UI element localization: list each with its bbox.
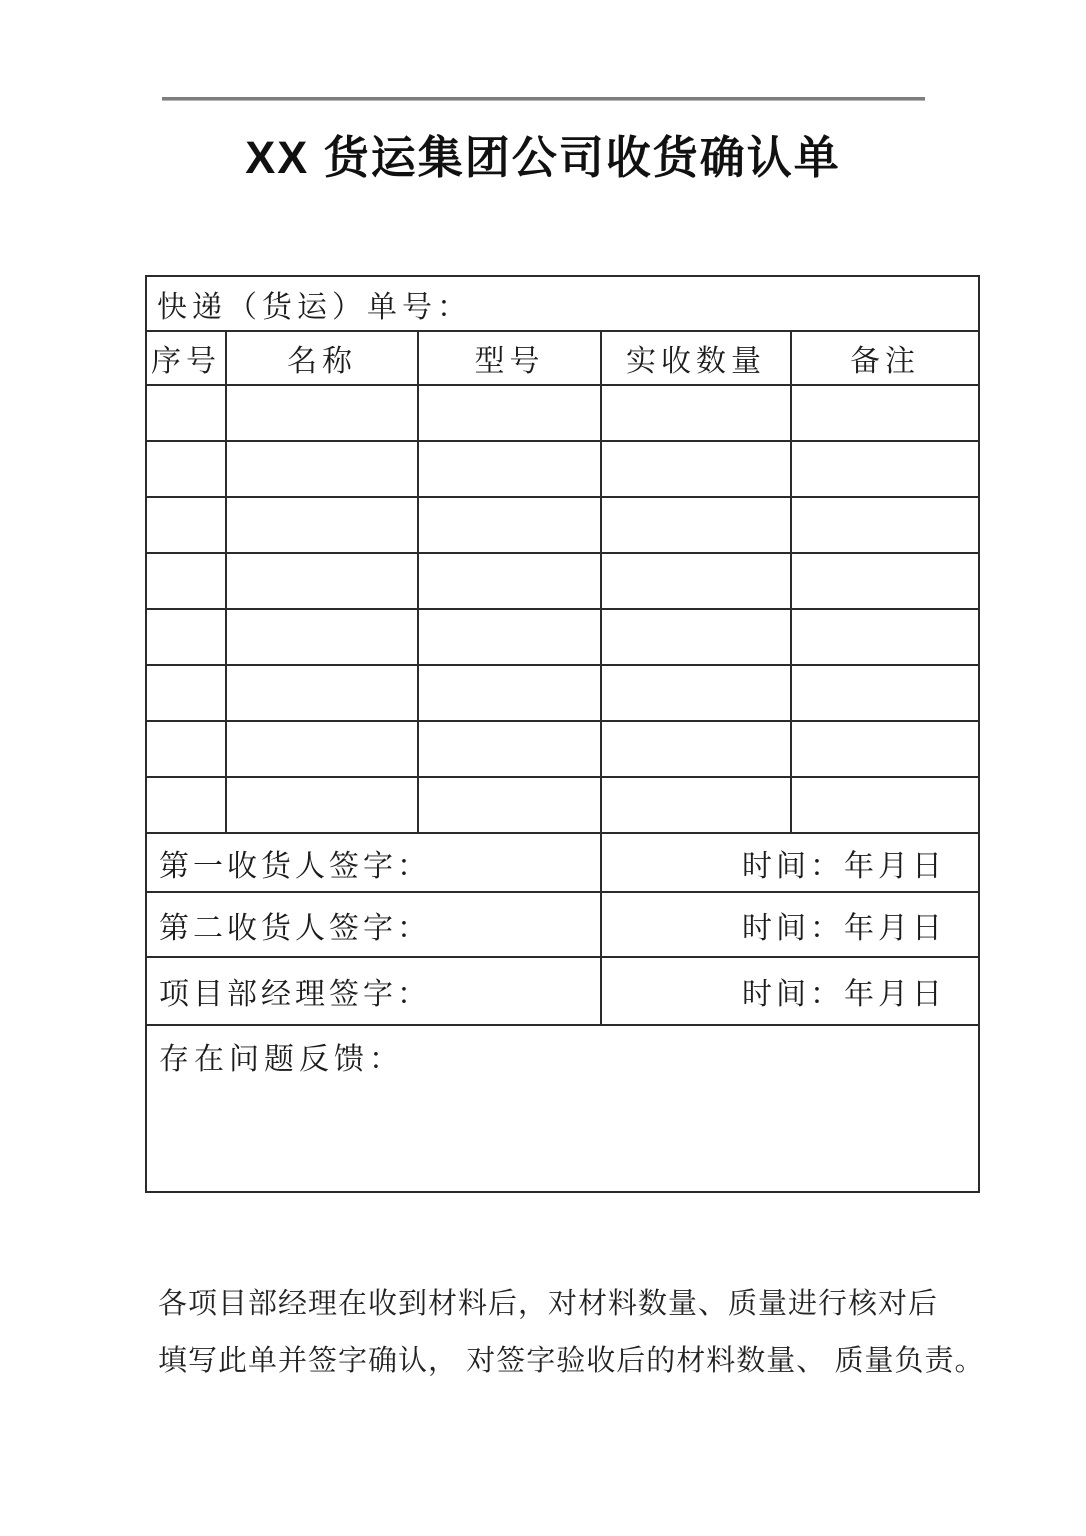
empty-cell[interactable]: [601, 497, 791, 553]
empty-cell[interactable]: [226, 609, 418, 665]
empty-cell[interactable]: [146, 665, 226, 721]
tracking-number-row: [146, 276, 979, 331]
empty-cell[interactable]: [146, 609, 226, 665]
second-receiver-time-cell[interactable]: [601, 892, 979, 957]
empty-cell[interactable]: [418, 441, 601, 497]
receipt-form-table: [145, 275, 980, 1193]
empty-cell[interactable]: [791, 721, 979, 777]
empty-cell[interactable]: [226, 441, 418, 497]
second-receiver-signature-label: 第二收货人签字：: [159, 911, 431, 945]
empty-cell[interactable]: [226, 553, 418, 609]
column-header-model: 型号: [418, 331, 601, 385]
column-header-remarks: 备注: [791, 331, 979, 385]
first-receiver-signature-cell[interactable]: [146, 833, 601, 892]
empty-cell[interactable]: [791, 497, 979, 553]
second-receiver-signature-cell[interactable]: [146, 892, 601, 957]
feedback-row: [146, 1025, 979, 1192]
empty-cell[interactable]: [418, 497, 601, 553]
signature-row-project-manager: [146, 957, 979, 1025]
table-row: [146, 553, 979, 609]
column-header-row: [146, 331, 979, 385]
empty-cell[interactable]: [418, 777, 601, 833]
first-receiver-time-label: 时间：年月日: [742, 849, 947, 883]
empty-cell[interactable]: [601, 441, 791, 497]
tracking-number-cell[interactable]: [146, 276, 979, 331]
footer-note: [158, 1276, 985, 1390]
empty-cell[interactable]: [601, 721, 791, 777]
empty-cell[interactable]: [146, 777, 226, 833]
footer-note-line: 填写此单并签字确认， 对签字验收后的材料数量、 质量负责。: [158, 1345, 985, 1377]
first-receiver-signature-label: 第一收货人签字：: [159, 849, 431, 883]
project-manager-time-cell[interactable]: [601, 957, 979, 1025]
empty-cell[interactable]: [791, 777, 979, 833]
table-row: [146, 777, 979, 833]
first-receiver-time-cell[interactable]: [601, 833, 979, 892]
column-header-name: 名称: [226, 331, 418, 385]
table-row: [146, 665, 979, 721]
second-receiver-time-label: 时间：年月日: [742, 911, 947, 945]
table-row: [146, 721, 979, 777]
empty-cell[interactable]: [226, 721, 418, 777]
empty-cell[interactable]: [791, 609, 979, 665]
empty-cell[interactable]: [791, 553, 979, 609]
signature-row-first-receiver: [146, 833, 979, 892]
empty-cell[interactable]: [226, 777, 418, 833]
empty-cell[interactable]: [601, 385, 791, 441]
column-header-index: 序号: [146, 331, 226, 385]
table-row: [146, 441, 979, 497]
header-divider-rule: [162, 97, 925, 101]
empty-cell[interactable]: [418, 721, 601, 777]
signature-row-second-receiver: [146, 892, 979, 957]
table-row: [146, 497, 979, 553]
project-manager-signature-label: 项目部经理签字：: [159, 978, 431, 1011]
footer-note-line: 各项目部经理在收到材料后，对材料数量、质量进行核对后: [158, 1288, 939, 1320]
table-row: [146, 385, 979, 441]
empty-cell[interactable]: [791, 665, 979, 721]
empty-cell[interactable]: [146, 385, 226, 441]
project-manager-signature-cell[interactable]: [146, 957, 601, 1025]
column-header-quantity-received: 实收数量: [601, 331, 791, 385]
project-manager-time-label: 时间：年月日: [742, 978, 947, 1011]
empty-cell[interactable]: [791, 385, 979, 441]
empty-cell[interactable]: [226, 497, 418, 553]
empty-cell[interactable]: [418, 385, 601, 441]
empty-cell[interactable]: [418, 609, 601, 665]
tracking-number-label: 快递（货运）单号：: [157, 290, 472, 324]
empty-cell[interactable]: [146, 497, 226, 553]
empty-cell[interactable]: [146, 553, 226, 609]
empty-cell[interactable]: [418, 665, 601, 721]
empty-cell[interactable]: [226, 385, 418, 441]
empty-cell[interactable]: [418, 553, 601, 609]
empty-cell[interactable]: [791, 441, 979, 497]
empty-cell[interactable]: [601, 777, 791, 833]
page-title: XX 货运集团公司收货确认单: [245, 132, 841, 183]
empty-cell[interactable]: [601, 609, 791, 665]
empty-cell[interactable]: [226, 665, 418, 721]
empty-cell[interactable]: [601, 553, 791, 609]
empty-cell[interactable]: [146, 441, 226, 497]
empty-cell[interactable]: [601, 665, 791, 721]
table-row: [146, 609, 979, 665]
feedback-label: 存在问题反馈：: [159, 1043, 404, 1076]
empty-cell[interactable]: [146, 721, 226, 777]
feedback-cell[interactable]: [146, 1025, 979, 1192]
